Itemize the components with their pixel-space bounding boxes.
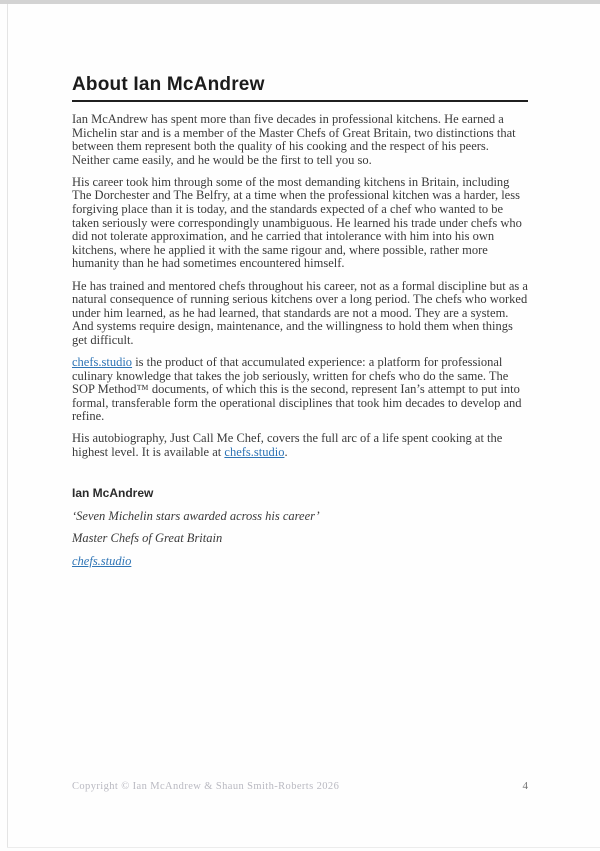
signature-block xyxy=(72,486,528,569)
chefs-studio-link[interactable]: chefs.studio xyxy=(72,355,133,369)
page-content xyxy=(72,74,528,569)
paragraph-chefs-studio-text: is the product of that accumulated experience: a platform for professional culinary knowledge that takes the job seriously, written for chefs who do the same. The SOP Method™ documents, of which this is the second, represent Ian’s attempt to put into formal, transferable form the operational disciplines that took him decades to develop and refine. xyxy=(72,355,522,424)
page-edge-left xyxy=(7,4,8,847)
signature-organization: Master Chefs of Great Britain xyxy=(72,531,223,546)
signature-name: Ian McAndrew xyxy=(72,485,154,500)
chefs-studio-link-2[interactable]: chefs.studio xyxy=(224,445,285,460)
signature-quote: ‘Seven Michelin stars awarded across his career’ xyxy=(72,508,320,523)
paragraph-bio-intro: Ian McAndrew has spent more than five decades in professional kitchens. He earned a Michelin star and is a member of the Master Chefs of Great Britain, two distinctions that between them represent both the quality of his cooking and the respect of his peers. Neither came easily, and he would be the first to tell you so. xyxy=(72,112,516,167)
page-footer xyxy=(72,780,528,792)
paragraph-mentoring: He has trained and mentored chefs throughout his career, not as a formal discipline but as a natural consequence of running serious kitchens over a long period. The chefs who worked under him learned, as he had learned, that standards are not a mood. They are a system. And systems require design, maintenance, and the willingness to hold them when things get difficult. xyxy=(72,278,528,347)
paragraph-autobiography-text: His autobiography, Just Call Me Chef, covers the full arc of a life spent cooking at the highest level. It is available at xyxy=(72,431,503,460)
page-edge-bottom xyxy=(7,847,600,848)
paragraph-chefs-studio xyxy=(72,356,528,424)
paragraph-career: His career took him through some of the most demanding kitchens in Britain, including The Dorchester and The Belfry, at a time when the professional kitchen was a harder, less forgiving place than it is today, and the standards expected of a chef who wanted to be taken seriously were correspondingly unambiguous. He learned his trade under chefs who did not tolerate approximation, and he carried that intolerance with him into his own kitchens, where he applied it with the same rigour and, where possible, rather more humanity than he had sometimes encountered himself. xyxy=(72,174,522,271)
signature-link-line xyxy=(72,554,528,569)
page-title: About Ian McAndrew xyxy=(72,74,528,102)
chefs-studio-link-signature[interactable]: chefs.studio xyxy=(72,553,132,568)
paragraph-autobiography xyxy=(72,432,528,459)
page-number: 4 xyxy=(522,780,528,792)
paragraph-autobiography-period: . xyxy=(284,445,288,460)
copyright-notice: Copyright © Ian McAndrew & Shaun Smith-Roberts 2026 xyxy=(72,781,340,792)
